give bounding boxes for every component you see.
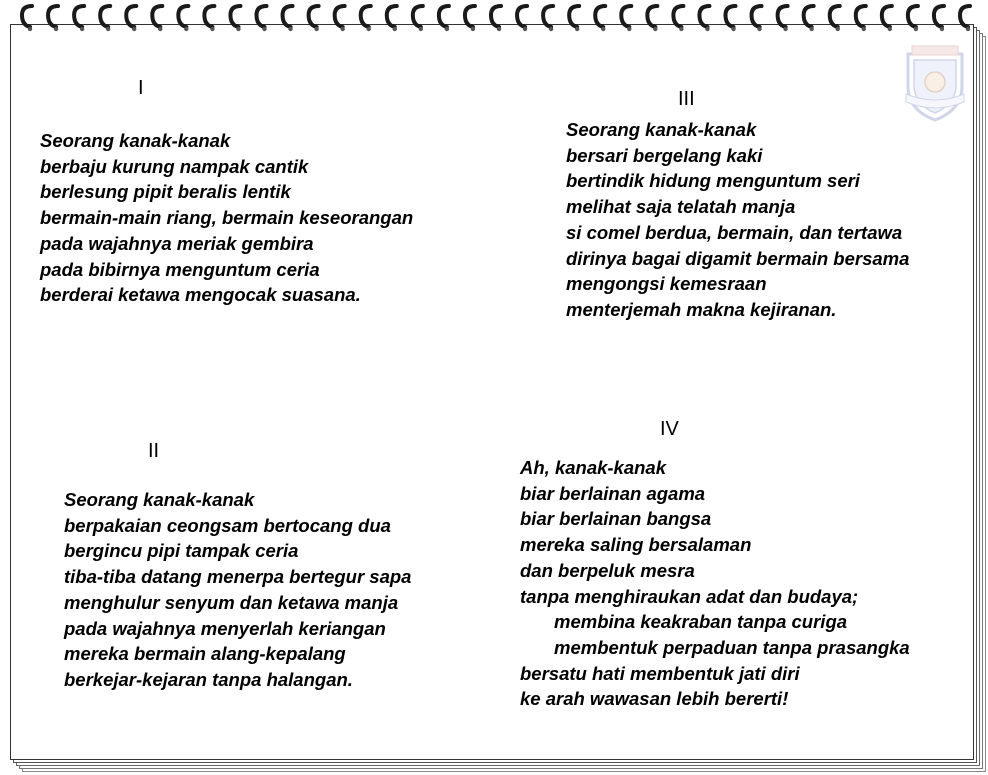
- poem-line: dan berpeluk mesra: [520, 559, 695, 581]
- poem-line: ke arah wawasan lebih bererti!: [520, 688, 789, 710]
- stanza-2: [64, 487, 411, 693]
- binding-ring: [778, 6, 788, 31]
- spiral-binding-icon: [0, 0, 988, 40]
- binding-ring: [74, 6, 84, 31]
- poem-line: membentuk perpaduan tanpa prasangka: [554, 636, 910, 658]
- poem-line: tiba-tiba datang menerpa bertegur sapa: [64, 566, 412, 588]
- poem-line: bergincu pipi tampak ceria: [64, 540, 299, 562]
- binding-ring: [100, 6, 110, 31]
- binding-ring: [621, 6, 631, 31]
- binding-ring: [830, 6, 840, 31]
- binding-ring: [752, 6, 762, 31]
- poem-line: membina keakraban tanpa curiga: [554, 611, 848, 633]
- binding-ring: [22, 6, 32, 31]
- poem-line: tanpa menghiraukan adat dan budaya;: [520, 585, 859, 607]
- binding-ring: [309, 6, 319, 31]
- binding-ring: [152, 6, 162, 31]
- binding-ring: [126, 6, 136, 31]
- poem-line: pada bibirnya menguntum ceria: [40, 258, 320, 280]
- stanza-numeral: IV: [660, 418, 679, 440]
- binding-ring: [204, 6, 214, 31]
- poem-line: menterjemah makna kejiranan.: [566, 298, 837, 320]
- school-crest-icon: [900, 44, 970, 124]
- binding-ring: [543, 6, 553, 31]
- binding-ring: [934, 6, 944, 31]
- poem-line: biar berlainan bangsa: [520, 508, 712, 530]
- poem-line: pada wajahnya menyerlah keriangan: [64, 617, 386, 639]
- poem-line: biar berlainan agama: [520, 482, 706, 504]
- binding-ring: [699, 6, 709, 31]
- binding-ring: [439, 6, 449, 31]
- binding-ring: [804, 6, 814, 31]
- poem-line: berderai ketawa mengocak suasana.: [40, 284, 361, 306]
- binding-ring: [257, 6, 267, 31]
- binding-ring: [673, 6, 683, 31]
- stanza-numeral: III: [678, 88, 695, 110]
- binding-ring: [647, 6, 657, 31]
- binding-ring: [230, 6, 240, 31]
- poem-line: Seorang kanak-kanak: [40, 130, 231, 151]
- binding-ring: [726, 6, 736, 31]
- binding-ring: [595, 6, 605, 31]
- binding-ring: [283, 6, 293, 31]
- binding-ring: [491, 6, 501, 31]
- poem-line: bersatu hati membentuk jati diri: [520, 662, 800, 684]
- binding-ring: [413, 6, 423, 31]
- poem-line: Seorang kanak-kanak: [64, 489, 255, 510]
- poem-line: berbaju kurung nampak cantik: [40, 155, 309, 177]
- binding-ring: [387, 6, 397, 31]
- poem-line: dirinya bagai digamit bermain bersama: [566, 247, 910, 269]
- poem-line: bersari bergelang kaki: [566, 144, 763, 166]
- poem-line: melihat saja telatah manja: [566, 196, 796, 218]
- poem-line: Ah, kanak-kanak: [520, 457, 667, 478]
- binding-ring: [882, 6, 892, 31]
- binding-ring: [960, 6, 970, 31]
- poem-line: mereka saling bersalaman: [520, 534, 752, 556]
- poem-line: berpakaian ceongsam bertocang dua: [64, 514, 391, 536]
- binding-ring: [569, 6, 579, 31]
- binding-ring: [517, 6, 527, 31]
- stanza-numeral: I: [138, 77, 144, 99]
- binding-ring: [361, 6, 371, 31]
- poem-line: si comel berdua, bermain, dan tertawa: [566, 221, 903, 243]
- binding-ring: [908, 6, 918, 31]
- binding-ring: [178, 6, 188, 31]
- stanza-1: [40, 128, 413, 308]
- binding-ring: [856, 6, 866, 31]
- poem-line: bermain-main riang, bermain keseorangan: [40, 207, 414, 229]
- poem-line: mereka bermain alang-kepalang: [64, 643, 346, 665]
- stanza-numeral: II: [148, 440, 160, 462]
- poem-line: pada wajahnya meriak gembira: [40, 232, 314, 254]
- poem-line: berlesung pipit beralis lentik: [40, 181, 291, 203]
- poem-line: Seorang kanak-kanak: [566, 119, 757, 140]
- poem-line: menghulur senyum dan ketawa manja: [64, 591, 399, 613]
- poem-line: bertindik hidung menguntum seri: [566, 170, 860, 192]
- binding-ring: [335, 6, 345, 31]
- binding-ring: [48, 6, 58, 31]
- stanza-4: [520, 455, 910, 712]
- stanza-3: [566, 117, 909, 323]
- poem-line: berkejar-kejaran tanpa halangan.: [64, 668, 353, 690]
- poem-line: mengongsi kemesraan: [566, 273, 767, 295]
- binding-ring: [465, 6, 475, 31]
